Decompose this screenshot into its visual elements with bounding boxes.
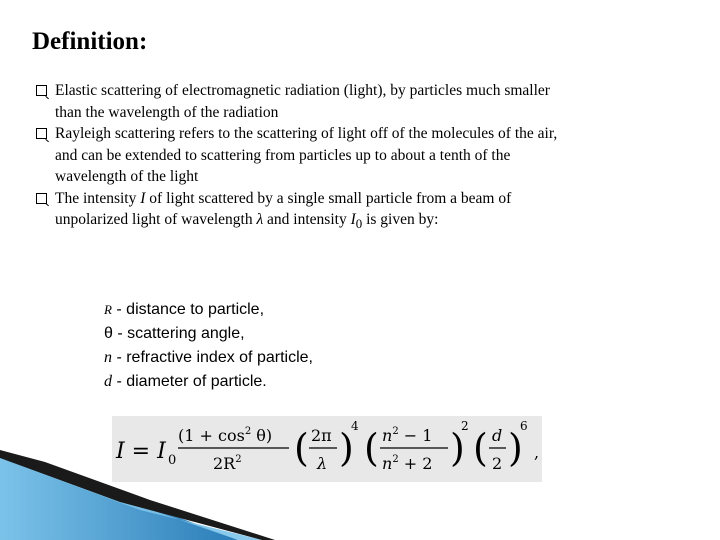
- bullet-line: wavelength of the light: [55, 168, 199, 185]
- p3-denominator: 2: [492, 454, 503, 473]
- right-paren: ): [450, 426, 465, 470]
- p1-exponent: 4: [351, 419, 359, 433]
- definition-symbol: R: [104, 302, 112, 317]
- definition-row: [104, 346, 313, 370]
- frac1-denominator: $2R^2$: [213, 454, 242, 473]
- bullet-item: [36, 188, 676, 235]
- bullet-line: Elastic scattering of electromagnetic radiation (light), by particles much smaller: [55, 82, 550, 99]
- variable-definitions: [104, 298, 313, 394]
- bullet-text: and intensity: [263, 211, 351, 228]
- definition-text: - scattering angle,: [112, 325, 245, 342]
- wavelength-symbol: λ: [256, 211, 264, 228]
- formula-comma: ,: [534, 443, 540, 462]
- definition-row: [104, 370, 313, 394]
- bullet-item: [36, 123, 676, 188]
- p1-denominator: λ: [317, 454, 328, 473]
- left-paren: (: [473, 426, 488, 470]
- right-paren: ): [508, 426, 523, 470]
- left-paren: (: [294, 426, 309, 470]
- definition-symbol: θ: [104, 325, 113, 342]
- p1-numerator: 2π: [311, 426, 332, 445]
- p2-exponent: 2: [461, 419, 469, 433]
- decorative-swoosh: [0, 450, 720, 540]
- bullet-line: and can be extended to scattering from particles up to about a tenth of the: [55, 146, 511, 164]
- bullet-line: Rayleigh scattering refers to the scattering of light off of the molecules of the air,: [55, 125, 558, 142]
- bullet-text: is given by:: [362, 211, 439, 228]
- definition-text: - diameter of particle.: [112, 373, 267, 390]
- frac1-numerator: $(1 + \cos^2 \theta)$: [178, 426, 273, 445]
- subscript: 0: [355, 216, 363, 232]
- checkbox-bullet-icon: [36, 85, 47, 96]
- left-paren: (: [364, 426, 379, 470]
- right-paren: ): [339, 426, 354, 470]
- checkbox-bullet-icon: [36, 128, 47, 139]
- p3-exponent: 6: [520, 419, 528, 433]
- definition-symbol: d: [104, 373, 112, 390]
- formula-lhs-sub: 0: [168, 453, 177, 468]
- formula-lhs: I = I: [116, 439, 166, 464]
- definition-row: [104, 322, 313, 346]
- p2-denominator: $n^2 + 2$: [382, 454, 433, 473]
- definition-row: [104, 298, 313, 322]
- definition-symbol: n: [104, 349, 112, 366]
- slide-title: Definition:: [32, 28, 148, 55]
- bullet-text: The intensity: [55, 189, 141, 207]
- bullet-list: [36, 80, 676, 235]
- bullet-text: unpolarized light of wavelength: [55, 211, 257, 228]
- p3-numerator: d: [492, 426, 503, 445]
- p2-numerator: $n^2 - 1$: [382, 426, 433, 445]
- bullet-line: than the wavelength of the radiation: [55, 103, 279, 121]
- intensity-symbol: I: [140, 189, 146, 207]
- checkbox-bullet-icon: [36, 193, 47, 204]
- bullet-item: [36, 80, 676, 123]
- bullet-text: of light scattered by a single small particle from a beam of: [145, 189, 512, 207]
- intensity0-symbol: I: [350, 211, 356, 228]
- definition-text: - refractive index of particle,: [112, 349, 313, 366]
- definition-text: - distance to particle,: [111, 301, 265, 318]
